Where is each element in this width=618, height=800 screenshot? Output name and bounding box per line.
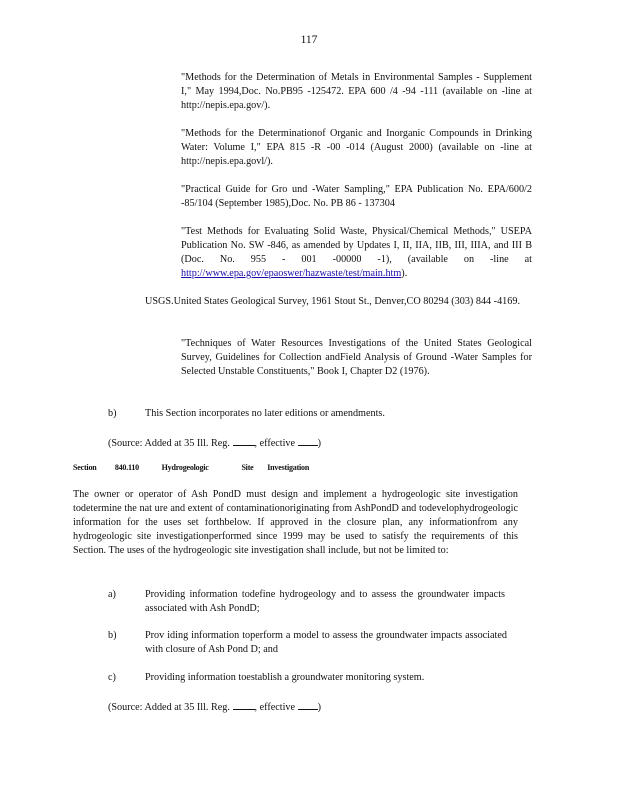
page-number: 117 xyxy=(300,34,318,46)
blank-line xyxy=(298,699,318,710)
section-title-word: Hydrogeologic xyxy=(161,463,209,472)
blank-line xyxy=(298,435,318,446)
list-item-label: a) xyxy=(108,589,116,600)
blank-line xyxy=(233,699,255,710)
source-mid: , effective xyxy=(254,702,296,713)
source-prefix: (Source: Added at 35 Ill. Reg. xyxy=(108,438,230,449)
list-item-label: c) xyxy=(108,672,116,683)
item-label: b) xyxy=(108,408,117,419)
list-item-text: Providing information todefine hydrogeology and to assess the groundwater impacts associated with Ash PondD; xyxy=(145,589,505,614)
usgs-organization: USGS.United States Geological Survey, 1961 Stout St., Denver,CO 80294 (303) 844 -4169. xyxy=(145,296,520,307)
source-prefix: (Source: Added at 35 Ill. Reg. xyxy=(108,702,230,713)
epa-test-methods-link[interactable]: http://www.epa.gov/epaoswer/hazwaste/test/main.htm xyxy=(181,268,402,279)
list-item-text: Providing information toestablish a groundwater monitoring system. xyxy=(145,672,425,683)
reference-epa-drinking-water: "Methods for the Determinationof Organic and Inorganic Compounds in Drinking Water: Volume I," EPA 815 -R -00 -014 (August 2000) (available on -line at http://nepis.epa.govl/). xyxy=(181,128,532,167)
section-label: Section xyxy=(73,463,97,472)
source-mid: , effective xyxy=(254,438,296,449)
list-item-text: Prov iding information toperform a model to assess the groundwater impacts associated with closure of Ash Pond D; and xyxy=(145,630,507,655)
reference-epa-test-methods xyxy=(181,225,532,281)
section-number: 840.110 xyxy=(114,463,139,472)
source-suffix: ) xyxy=(317,702,321,713)
list-item-label: b) xyxy=(108,630,117,641)
reference-tail: ). xyxy=(401,268,408,279)
source-note xyxy=(108,699,321,715)
section-heading xyxy=(73,463,309,472)
reference-epa-metals: "Methods for the Determination of Metals in Environmental Samples - Supplement I," May 1994,Doc. No.PB95 -125472. EPA 600 /4 -94 -111 (available on -line at http://nepis.epa.gov/). xyxy=(181,72,532,111)
source-suffix: ) xyxy=(317,438,321,449)
reference-epa-groundwater-sampling: "Practical Guide for Gro und -Water Sampling," EPA Publication No. EPA/600/2 -85/104 (September 1985),Doc. No. PB 86 - 137304 xyxy=(181,184,532,209)
reference-text: "Test Methods for Evaluating Solid Waste, Physical/Chemical Methods," USEPA Publication No. SW -846, as amended by Updates I, II, IIA, IIB, III, IIIA, and III B (Doc. No. 955 - 001 -00000 -1), (available on -line at xyxy=(181,226,532,265)
blank-line xyxy=(233,435,255,446)
source-note xyxy=(108,435,321,451)
reference-usgs-techniques: "Techniques of Water Resources Investigations of the United States Geological Survey, Guidelines for Collection andField Analysis of Ground -Water Samples for Selected Unstable Constituents," Book I, Chapter D2 (1976). xyxy=(181,338,532,377)
section-title-word: Site xyxy=(241,463,254,472)
main-paragraph: The owner or operator of Ash PondD must design and implement a hydrogeologic site investigation todetermine the nat ure and extent of contaminationoriginating from AshPondD and todevelophydrogeologic information for the uses set forthbelow. If approved in the closure plan, any informationfrom any hydrogeologic site investigationperformed since 1999 may be used to satisfy the requirements of this Section. The uses of the hydrogeologic site investigation shall include, but not be limited to: xyxy=(73,489,518,556)
section-title-word: Investigation xyxy=(267,463,310,472)
item-text: This Section incorporates no later editions or amendments. xyxy=(145,408,385,419)
